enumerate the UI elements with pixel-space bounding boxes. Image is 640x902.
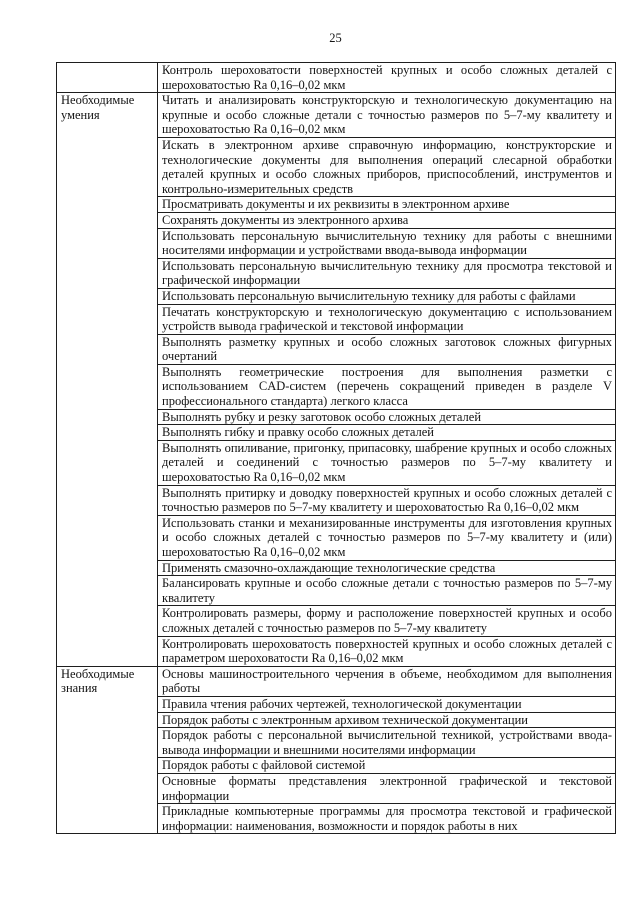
requirement-item: Выполнять притирку и доводку поверхностей крупных и особо сложных деталей с точностью размеров по 5–7-му квалитету и шероховатостью Ra 0,16–0,02 мкм	[158, 485, 616, 515]
requirement-item: Балансировать крупные и особо сложные детали с точностью размеров по 5–7-му квалитету	[158, 576, 616, 606]
table-row	[57, 63, 616, 93]
table-row	[57, 666, 616, 696]
requirement-item: Использовать персональную вычислительную технику для работы с файлами	[158, 288, 616, 304]
requirement-item: Порядок работы с электронным архивом технической документации	[158, 712, 616, 728]
requirement-item: Правила чтения рабочих чертежей, технологической документации	[158, 696, 616, 712]
section-label	[57, 63, 158, 93]
requirement-item: Читать и анализировать конструкторскую и технологическую документацию на крупные и особо сложные детали с точностью размеров по 5–7-му квалитету и шероховатостью Ra 0,16–0,02 мкм	[158, 93, 616, 138]
requirement-item: Использовать станки и механизированные инструменты для изготовления крупных и особо сложных деталей с точностью размеров по 5–7-му квалитету и (или) шероховатостью Ra 0,16–0,02 мкм	[158, 515, 616, 560]
requirement-item: Использовать персональную вычислительную технику для работы с внешними носителями информации и устройствами ввода-вывода информации	[158, 228, 616, 258]
requirement-item: Выполнять геометрические построения для выполнения разметки с использованием CAD-систем (перечень сокращений приведен в разделе V профессионального стандарта) легкого класса	[158, 364, 616, 409]
requirement-item: Сохранять документы из электронного архива	[158, 212, 616, 228]
requirement-item: Основы машиностроительного черчения в объеме, необходимом для выполнения работы	[158, 666, 616, 696]
requirements-table	[56, 62, 616, 834]
requirement-item: Искать в электронном архиве справочную информацию, конструкторские и технологические документы для выполнения операций слесарной обработки деталей крупных и особо сложных приборов, приспособлений, инструментов и контрольно-измерительных средств	[158, 137, 616, 196]
requirements-table-body	[57, 63, 616, 834]
requirement-item: Контролировать размеры, форму и расположение поверхностей крупных и особо сложных деталей с точностью размеров по 5–7-му квалитету	[158, 606, 616, 636]
requirement-item: Контролировать шероховатость поверхностей крупных и особо сложных деталей с параметром шероховатости Ra 0,16–0,02 мкм	[158, 636, 616, 666]
requirement-item: Порядок работы с файловой системой	[158, 758, 616, 774]
section-label: Необходимые знания	[57, 666, 158, 834]
table-row	[57, 93, 616, 138]
requirement-item: Печатать конструкторскую и технологическую документацию с использованием устройств вывода графической и текстовой информации	[158, 304, 616, 334]
requirement-item: Выполнять рубку и резку заготовок особо сложных деталей	[158, 409, 616, 425]
requirement-item: Прикладные компьютерные программы для просмотра текстовой и графической информации: наименования, возможности и порядок работы в них	[158, 804, 616, 834]
requirement-item: Использовать персональную вычислительную технику для просмотра текстовой и графической информации	[158, 258, 616, 288]
requirement-item: Просматривать документы и их реквизиты в электронном архиве	[158, 197, 616, 213]
section-label: Необходимые умения	[57, 93, 158, 667]
requirement-item: Основные форматы представления электронной графической и текстовой информации	[158, 773, 616, 803]
requirement-item: Выполнять опиливание, пригонку, припасовку, шабрение крупных и особо сложных деталей и соединений с точностью размеров по 5–7-му квалитету и шероховатостью Ra 0,16–0,02 мкм	[158, 440, 616, 485]
requirement-item: Применять смазочно-охлаждающие технологические средства	[158, 560, 616, 576]
page-number: 25	[329, 31, 342, 45]
requirement-item: Выполнять разметку крупных и особо сложных заготовок сложных фигурных очертаний	[158, 334, 616, 364]
requirement-item: Контроль шероховатости поверхностей крупных и особо сложных деталей с шероховатостью Ra 0,16–0,02 мкм	[158, 63, 616, 93]
requirement-item: Порядок работы с персональной вычислительной техникой, устройствами ввода-вывода информации и внешними носителями информации	[158, 728, 616, 758]
requirement-item: Выполнять гибку и правку особо сложных деталей	[158, 425, 616, 441]
